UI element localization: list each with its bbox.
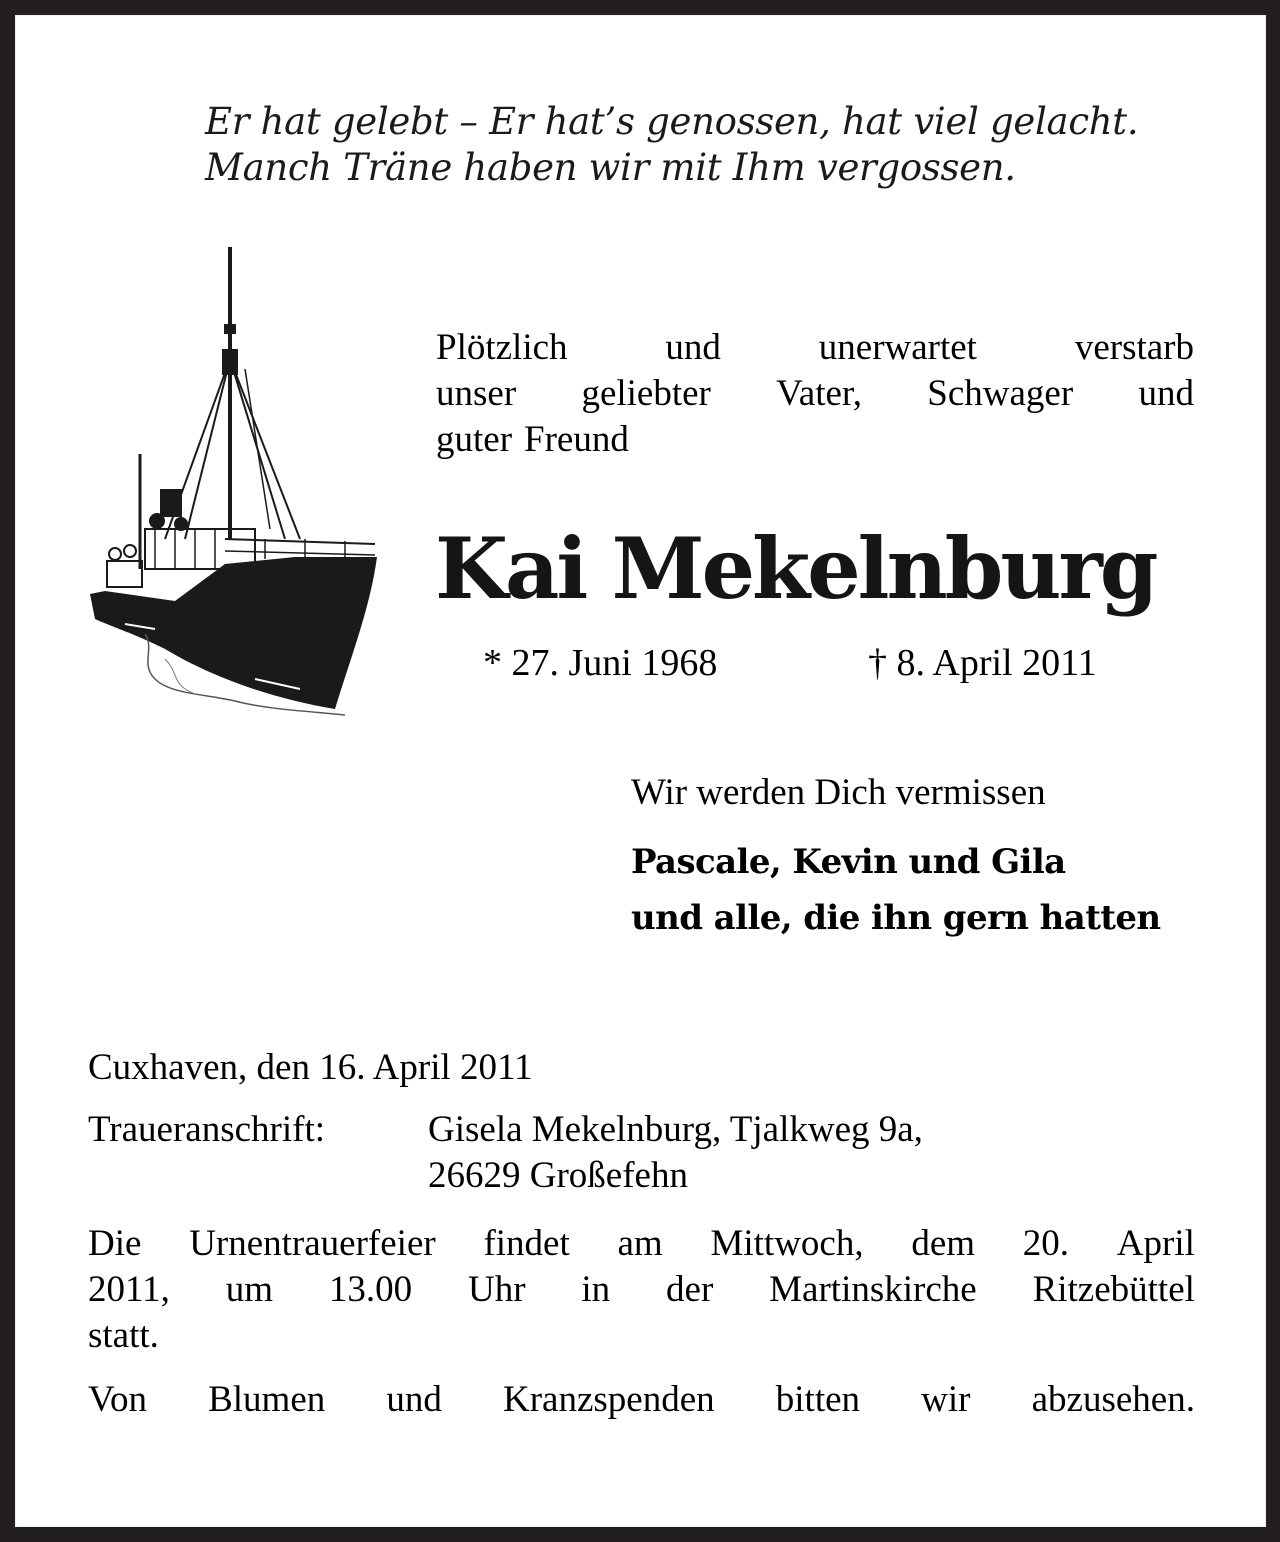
word: guter bbox=[436, 419, 513, 460]
intro-line bbox=[436, 371, 1194, 417]
word: Vater, bbox=[776, 373, 862, 414]
deceased-name: Kai Mekelnburg bbox=[435, 519, 1156, 618]
intro-text bbox=[436, 325, 1194, 463]
address-label: Traueranschrift: bbox=[88, 1109, 326, 1150]
word: verstarb bbox=[1074, 327, 1194, 368]
word: Ritzebüttel bbox=[1032, 1269, 1195, 1310]
notice-footer bbox=[88, 1045, 1195, 1423]
word: wir bbox=[921, 1379, 971, 1420]
motto-verse bbox=[205, 99, 1205, 191]
ship-icon bbox=[85, 239, 385, 719]
obituary-notice bbox=[15, 15, 1266, 1527]
word: in bbox=[581, 1269, 611, 1310]
word: unser bbox=[436, 373, 517, 414]
word: und bbox=[1138, 373, 1194, 414]
word: statt. bbox=[88, 1315, 159, 1356]
word: Schwager bbox=[927, 373, 1074, 414]
place-date: Cuxhaven, den 16. April 2011 bbox=[88, 1047, 533, 1088]
intro-line bbox=[436, 325, 1194, 371]
word: um bbox=[225, 1269, 274, 1310]
word: der bbox=[666, 1269, 714, 1310]
intro-line bbox=[436, 417, 1194, 463]
word: April bbox=[1116, 1223, 1195, 1264]
word: und bbox=[665, 327, 721, 368]
motto-line: Manch Träne haben wir mit Ihm vergossen. bbox=[205, 146, 1016, 189]
word: 13.00 bbox=[328, 1269, 413, 1310]
word: Martinskirche bbox=[769, 1269, 977, 1310]
word: 20. bbox=[1022, 1223, 1070, 1264]
address-line: 26629 Großefehn bbox=[428, 1155, 688, 1196]
mourning-address bbox=[88, 1107, 1195, 1199]
farewell-message: Wir werden Dich vermissen bbox=[631, 772, 1046, 813]
flowers-request bbox=[88, 1377, 1195, 1423]
word: am bbox=[617, 1223, 663, 1264]
word: dem bbox=[911, 1223, 976, 1264]
word: Die bbox=[88, 1223, 142, 1264]
word: unerwartet bbox=[818, 327, 977, 368]
mourner-names-line: Pascale, Kevin und Gila bbox=[631, 842, 1066, 882]
word: Urnentrauerfeier bbox=[189, 1223, 436, 1264]
word: findet bbox=[483, 1223, 570, 1264]
word: Blumen bbox=[208, 1379, 326, 1420]
word: geliebter bbox=[581, 373, 711, 414]
ceremony-line bbox=[88, 1221, 1195, 1267]
word: Uhr bbox=[468, 1269, 526, 1310]
mourners-block bbox=[631, 770, 1211, 946]
word: 2011, bbox=[88, 1269, 170, 1310]
word: Plötzlich bbox=[436, 327, 568, 368]
motto-line: Er hat gelebt – Er hat’s genossen, hat viel gelacht. bbox=[205, 100, 1139, 143]
birth-date: * 27. Juni 1968 bbox=[483, 642, 718, 684]
death-date: † 8. April 2011 bbox=[868, 642, 1097, 684]
word: Von bbox=[88, 1379, 147, 1420]
word: Kranzspenden bbox=[503, 1379, 715, 1420]
word: und bbox=[386, 1379, 442, 1420]
mourner-names-line: und alle, die ihn gern hatten bbox=[631, 898, 1161, 938]
address-line: Gisela Mekelnburg, Tjalkweg 9a, bbox=[428, 1109, 923, 1150]
word: bitten bbox=[775, 1379, 861, 1420]
ceremony-line bbox=[88, 1267, 1195, 1313]
word: Freund bbox=[524, 419, 629, 460]
word: abzusehen. bbox=[1031, 1379, 1195, 1420]
ceremony-info bbox=[88, 1221, 1195, 1359]
word: Mittwoch, bbox=[710, 1223, 864, 1264]
ceremony-line bbox=[88, 1313, 1195, 1359]
mourner-names bbox=[631, 834, 1211, 946]
